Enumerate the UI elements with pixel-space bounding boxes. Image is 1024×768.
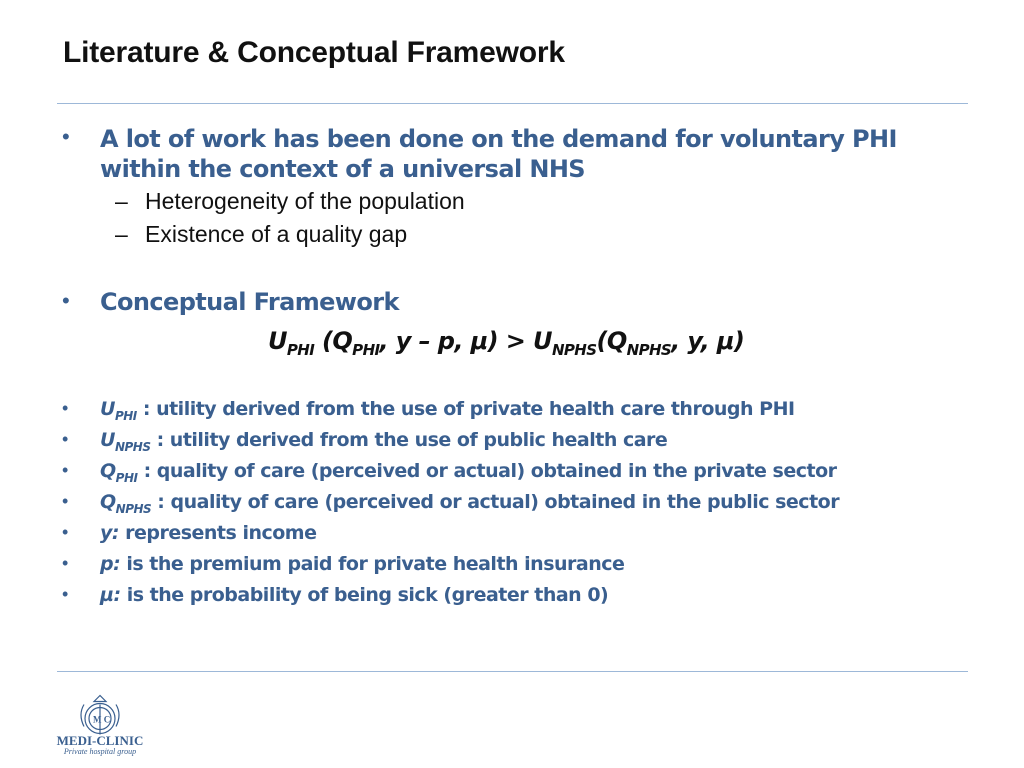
bullet-marker: • <box>62 553 69 573</box>
bullet-conceptual-framework: Conceptual Framework <box>100 288 399 316</box>
sub-bullet-heterogeneity <box>115 188 465 215</box>
bottom-divider <box>57 671 968 672</box>
definition-item: $U_{NPHS}$ : utility derived from the use of public health care <box>100 429 668 454</box>
bullet-literature: A lot of work has been done on the demand for voluntary PHI within the context of a universal NHS <box>100 125 897 183</box>
definition-item: y: represents income <box>100 522 317 544</box>
bullet-marker: • <box>62 124 70 149</box>
sub-bullet-text: Heterogeneity of the population <box>145 188 465 214</box>
bullet-marker: • <box>62 460 69 480</box>
logo-name: MEDI-CLINIC <box>56 733 144 748</box>
dash-marker: – <box>115 188 128 214</box>
bullet-marker: • <box>62 584 69 604</box>
definition-item: $Q_{PHI}$ : quality of care (perceived or actual) obtained in the private sector <box>100 460 837 485</box>
top-divider <box>57 103 968 104</box>
dash-marker: – <box>115 221 128 247</box>
bullet-marker: • <box>62 398 69 418</box>
emblem-letters: M C <box>93 714 111 725</box>
definition-item: p: is the premium paid for private health insurance <box>100 553 625 575</box>
bullet-marker: • <box>62 429 69 449</box>
sub-bullet-quality-gap <box>115 221 407 248</box>
definition-item: $Q_{NPHS}$ : quality of care (perceived or actual) obtained in the public sector <box>100 491 840 516</box>
bullet-marker: • <box>62 522 69 542</box>
definition-item: µ: is the probability of being sick (greater than 0) <box>100 584 609 606</box>
sub-bullet-text: Existence of a quality gap <box>145 221 408 247</box>
bullet-marker: • <box>62 288 70 313</box>
definition-item: $U_{PHI}$ : utility derived from the use of private health care through PHI <box>100 398 795 423</box>
logo-tagline: Private hospital group <box>63 747 137 756</box>
utility-formula: $U_{PHI}$ ($Q_{PHI}$, y – p, $\mu) > U_{NPHS}(Q_{NPHS}$, y, μ) <box>268 327 745 359</box>
slide-title: Literature & Conceptual Framework <box>63 36 565 69</box>
bullet-marker: • <box>62 491 69 511</box>
